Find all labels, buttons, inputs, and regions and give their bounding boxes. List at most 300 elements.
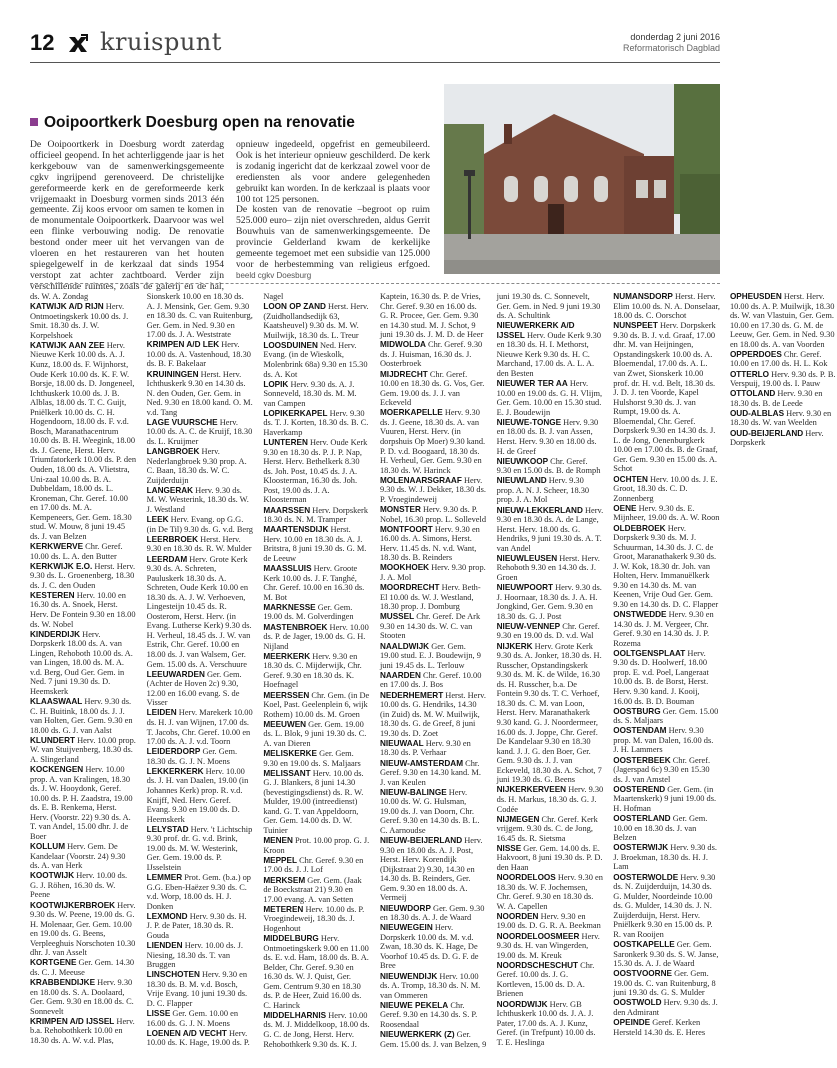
listing-place: NIEUWENDIJK: [379, 971, 438, 981]
listing-place: MAARSSEN: [263, 505, 311, 515]
listing-place: MAASSLUIS: [263, 564, 312, 574]
listing-place: NUMANSDORP: [613, 292, 673, 301]
listing-entry: [497, 1000, 604, 1048]
listing-services: Prot. 10.00 prop. G. J. Kroon: [263, 836, 370, 855]
listing-entry: [497, 457, 604, 476]
listing-entry: [147, 486, 254, 515]
listing-place: NEDERHEMERT: [379, 690, 444, 700]
listing-place: LEERBROEK: [146, 534, 199, 544]
listing-place: LEEK: [146, 515, 169, 525]
listing-services: Chr. Geref. 9.30 en 14.30 kand. M. J. van Keulen: [379, 758, 481, 787]
listing-entry: [613, 814, 720, 843]
listing-place: NIEUWDORP: [379, 903, 431, 913]
listing-place: OOSTERWIJK: [613, 843, 669, 853]
listing-services: Herv. Dorpskerk: [729, 428, 824, 448]
listing-services: Chr. Geref. 10.00 ds. L. A. den Butter: [30, 542, 123, 561]
listing-entry: [263, 856, 370, 875]
listing-place: NOORDWIJK: [496, 999, 548, 1009]
listing-entry: [147, 535, 254, 554]
listing-entry: [497, 961, 604, 999]
listing-place: OOSTERLAND: [613, 814, 671, 824]
publication-name: Reformatorisch Dagblad: [622, 43, 720, 53]
listing-place: MONTFOORT: [379, 524, 433, 534]
listing-entry: [380, 370, 487, 408]
listing-place: MOLENAARSGRAAF: [379, 475, 462, 485]
listing-services: Herv. 9.30 ds. N. Zuijderduijn, 14.30 ds. G. Mulder, Noordeinde 10.00 ds. G. Mulder, 14.30 ds. J. N. Zuijderduijn, Herst. Herv. Pniëlkerk 9.30 en 15.00 ds. P. R. van Rooijen: [613, 872, 716, 939]
listing-place: LOOSDUINEN: [263, 340, 318, 350]
listing-services: Herv. Grote Kerk 9.30 ds. A. Schreten, Pauluskerk 18.30 ds. A. Schreten, Oude Kerk 10.00 en 18.30 ds. A. J. W. Verhoeven, Lingesteijn 10.45 ds. R. Oosterom, Herst. Herv. (in Evang. Lutherse Kerk) 9.30 ds. H. Verheul, 18.45 ds. J. W. van Estrik, Chr. Geref. 10.00 en 18.00 ds. J. van Walsem, Ger. Gem. 15.00 ds. A. Verschuure: [146, 554, 252, 669]
listing-place: NOORDELOOS: [496, 873, 556, 883]
listing-entry: [263, 876, 370, 905]
listing-entry: [380, 525, 487, 563]
listing-services: Herv. 9.30 en 18.00 ds. A. J. Post, Herst. Herv. Korendijk (Dijkstraat 2) 9.30, 14.30 en 14.30 ds. B. Reinders, Ger. Gem. 9.30 en 18.00 ds. A. Vermeij: [379, 836, 483, 903]
listing-entry: [30, 591, 137, 629]
listing-entry: [613, 756, 720, 785]
listing-entry: [263, 564, 370, 602]
listing-entry: [613, 785, 720, 814]
listing-entry: [30, 562, 137, 591]
listing-services: Herv. 9.30 en 18.30 ds. B. M. v.d. Bosch, Vrije Evang. 10 juni 19.30 ds. D. C. Flapper: [146, 970, 248, 1009]
listing-services: Herv. 9.30 ds. D. Hoolwerf, 18.00 prop. E. v.d. Poel, Langeraat 10.00 ds. B. de Borst, Herst. Herv. 9.30 kand. J. Kooij, 16.00 ds. B. D. Bouman: [613, 648, 709, 706]
listing-services: Ger. Gem. 15.00 ds. J. van Belzen, 9 juni 19.30 ds. C. Sonnevelt, Ger. Gem. in Ned. 9 juni 19.30 ds. A. Schultink: [379, 292, 601, 1049]
listing-entry: [147, 767, 254, 824]
listing-place: MONSTER: [379, 505, 421, 514]
issue-date: donderdag 2 juni 2016: [630, 32, 720, 42]
listing-place: KORTGENE: [30, 958, 77, 968]
listing-place: KOOTWIJKERBROEK: [30, 900, 116, 910]
listing-services: Herv. 9.30 ds. W. Peene, 19.00 ds. G. H. Molenaar, Ger. Gem. 10.00 en 19.00 ds. G. Beens, Verpleeghuis Norschoten 10.30 dhr. J. van Asselt: [30, 900, 136, 958]
listing-services: ds. W. A. Zondag: [30, 292, 89, 301]
listing-entry: [263, 720, 370, 749]
listing-entry: [380, 739, 487, 758]
listing-entry: [613, 610, 720, 648]
listing-entry: [263, 506, 370, 525]
listing-services: Ger. Gem. 14.00 ds. E. Hakvoort, 8 juni 19.30 ds. P. D. den Haan: [496, 843, 603, 872]
listing-entry: [613, 1018, 720, 1037]
listing-place: MIDDELHARNIS: [263, 1010, 327, 1020]
listing-entry: [613, 649, 720, 706]
listing-entry: [613, 504, 720, 523]
listing-place: LINSCHOTEN: [146, 970, 200, 980]
listing-services: Herv. 10.00 ds. A. Tromp, 18.30 ds. N. M. van Ommeren: [379, 971, 481, 1000]
listing-services: Herv. 9.30 prop. M. van Dalen, 16.00 ds. J. H. Lammers: [613, 726, 714, 755]
listing-place: OOSTERWOLDE: [613, 872, 679, 882]
listing-entry: [497, 554, 604, 583]
listing-services: Herv. 10.00 ds. W. G. Hulsman, 19.00 ds. J. van Doorn, Chr. Geref. 9.30 en 14.30 ds. B. L. C. Aarnoudse: [379, 787, 480, 835]
listing-place: NOORDELOOSMEER: [496, 931, 580, 941]
listing-place: KERKWIJK E.O.: [30, 561, 93, 571]
listing-place: NIJKERKERVEEN: [496, 785, 567, 795]
listing-services: Ger. Gem. 18.30 ds. G. J. N. Moens: [146, 747, 238, 766]
listing-services: Herv. Evang. op G.G. (in De Til) 9.30 ds. G. v.d. Berg: [146, 515, 253, 534]
listing-services: Herv. Dorpskerk 10.00 ds. M. v.d. Zwan, 18.30 ds. K. Hage, De Voorhof 10.45 ds. D. G. F. de Bree: [379, 923, 479, 971]
listing-services: Geref. Kerken Hersteld 14.30 ds. E. Heres: [613, 1018, 706, 1037]
listing-entry: [380, 476, 487, 505]
listing-entry: [30, 978, 137, 1016]
listing-entry: [380, 788, 487, 836]
listing-services: Herv. GB Ichthuskerk 10.00 ds. J. A. J. Pater, 17.00 ds. A. J. Kunz, Geref. (in Trefpunt) 10.00 ds. T. E. Heslinga: [496, 999, 596, 1047]
listing-entry: [380, 642, 487, 671]
listing-services: Herv. 9.30 prop. J. A. Mol: [379, 563, 486, 583]
listing-place: OLDEBROEK: [613, 523, 666, 533]
listing-place: MENEN: [263, 836, 293, 846]
listing-entry: [263, 409, 370, 438]
listing-place: NISSE: [496, 843, 522, 853]
listing-entry: [613, 873, 720, 940]
listing-place: NAALDWIJK: [379, 641, 430, 651]
listing-services: Herv. 9.30 en 18.30 ds. W. F. Jochemsen, Chr. Geref. 9.30 en 18.30 ds. W. A. Capellen: [496, 873, 603, 911]
listing-entry: [30, 302, 137, 340]
listing-entry: [497, 379, 604, 417]
listing-entry: [730, 370, 837, 389]
article-title-text: Ooipoortkerk Doesburg open na renovatie: [44, 114, 355, 131]
listing-services: Chr. Geref. De Ark 9.30 en 14.30 ds. W. C. van Stooten: [379, 612, 481, 641]
listing-place: MERKSEM: [263, 875, 306, 885]
listing-place: OTTERLO: [729, 369, 770, 379]
listing-entry: [613, 321, 720, 474]
header-rule: [30, 62, 720, 63]
listing-services: Prot. Gem. (b.a.) op G.G. Eben-Haëzer 9.30 ds. C. v.d. Worp, 18.00 ds. H. J. Donken: [146, 873, 251, 911]
listing-entry: [613, 475, 720, 504]
listing-entry: [380, 340, 487, 369]
listing-entry: [380, 563, 487, 582]
listing-entry: [380, 759, 487, 788]
section-title: kruispunt: [100, 28, 222, 56]
listing-services: Herst. Herv. 10.00 en 18.30 ds. A. J. Britstra, 8 juni 19.30 ds. G. M. de Leeuw: [263, 525, 367, 563]
listing-entry: [380, 612, 487, 641]
listing-services: Ger. Gem. 15.00 ds. S. Maljaars: [613, 706, 719, 726]
listing-place: NIEUWERKERK A/D IJSSEL: [496, 321, 575, 340]
listing-entry: [497, 844, 604, 873]
listing-services: Herv. 10.00 en 16.30 ds. A. Snoek, Herst. Herv. De Fontein 9.30 en 18.00 ds. W. Nobel: [30, 590, 136, 629]
listing-place: OUD-BEIJERLAND: [729, 428, 804, 438]
listing-services: Herst. Herv. Ichthuskerk 9.30 en 14.30 ds. N. den Ouden, Ger. Gem. in Ned. 9.30 en 18.00 kand. O. M. v.d. Tang: [146, 369, 253, 417]
listing-services: Chr. Gem. (in De Koel, Past. Geelenplein 6, wijk Rothem) 10.00 ds. M. Groen: [263, 690, 370, 719]
listing-entry: [613, 940, 720, 969]
listing-entry: [30, 842, 137, 871]
listing-place: OOSTERBEEK: [613, 755, 671, 765]
listing-place: METEREN: [263, 904, 304, 914]
listing-place: KOOTWIJK: [30, 871, 75, 881]
listing-entry: [380, 904, 487, 923]
listing-place: NIEUWAAL: [379, 738, 424, 748]
listing-place: MEEUWEN: [263, 719, 307, 729]
listing-place: NIJKERK: [496, 641, 533, 651]
listing-place: MIJDRECHT: [379, 369, 428, 379]
date-block: [623, 32, 720, 54]
listing-place: OENE: [613, 503, 637, 513]
listing-place: MUSSEL: [379, 612, 415, 622]
listing-services: Herv. 9.30 en 18.30 ds. A. de Lange, Herst. Herv. 18.00 ds. G. Hendriks, 9 juni 19.30 ds. A. T. van Andel: [496, 505, 604, 553]
listing-entry: [30, 630, 137, 697]
listing-place: LOPIK: [263, 379, 289, 389]
listing-services: Herv. 10.00 ds. G. J. Röhen, 16.30 ds. W. Peene: [30, 871, 128, 900]
listing-services: Ger. Gem. 10.00 en 16.00 ds. G. J. N. Moens: [146, 1009, 239, 1028]
listing-place: OOLTGENSPLAAT: [613, 648, 686, 658]
listing-entry: [147, 941, 254, 970]
listing-entry: [30, 697, 137, 735]
listing-place: NIEUWLAND: [496, 476, 547, 486]
listing-entry: [263, 934, 370, 1010]
listing-place: OOSTEREND: [613, 784, 666, 794]
listing-place: MELISKERKE: [263, 749, 317, 759]
listing-entry: [497, 418, 604, 456]
listing-services: Herv. Oude Kerk 9.30 en 18.30 ds. H. I. Methorst, Nieuwe Kerk 9.30 ds. H. C. Marchand, 17.00 ds. A. L. A. den Besten: [496, 330, 602, 378]
listing-services: Ger. Gem. (in Maartenskerk) 9 juni 19.00 ds. H. Hofman: [613, 784, 717, 813]
listing-services: Herv. 10.00 ds. A. C. de Kruijf, 18.30 ds. L. Kruijmer: [146, 417, 253, 446]
listing-services: Herv. Nieuwe Kerk 10.00 ds. A. J. Kunz, 18.00 ds. F. Wijnhorst, Oude Kerk 10.00 ds. K. F. W. Borsje, 18.00 ds. D. Jongeneel, Ichthuskerk 10.00 ds. J. B. Alblas, 18.00 ds. T. C. Guijt, Pniëlkerk 10.00 ds. C. H. Hogendoorn, 18.00 ds. F. v.d. Bosch, Maranathacentrum 10.00 ds. B. H. Weegink, 18.00 ds. J. Geene, Herst. Herv. Triumfatorkerk 10.00 ds. P. den Ouden, 18.00 ds. A. Vlietstra, Uni-zaal 10.00 ds. B. A. Dubbeldam, 18.00 ds. L. Kroneman, Chr. Geref. 10.00 en 17.00 ds. M. A. Kempeneers, Ger. Gem. 18.30 stud. W. Mouw, 8 juni 19.45 ds. J. van Belzen: [30, 340, 137, 541]
listing-entry: [380, 836, 487, 903]
listing-services: Chr. Geref. 10.00 ds. J. G. Kortleven, 15.00 ds. D. A. Brienen: [496, 960, 595, 999]
listing-entry: [497, 932, 604, 961]
listing-entry: [263, 905, 370, 934]
listing-services: Herv. 9.30 ds. J. Hoornaar, 18.30 ds. J. A. H. Jongkind, Ger. Gem. 9.30 en 18.30 ds. G. J. Post: [496, 583, 602, 621]
listing-place: MOOKHOEK: [379, 563, 430, 573]
listing-entry: [497, 583, 604, 621]
listing-place: OOSTWOLD: [613, 998, 662, 1008]
listing-services: Herv. 9.30 ds. P. B. Verspuij, 19.00 ds. I. Pauw: [729, 369, 836, 389]
listing-entry: [730, 409, 837, 428]
listing-entry: [613, 707, 720, 726]
listing-entry: [147, 447, 254, 485]
listing-place: NOORDEN: [496, 911, 539, 921]
article-paragraph: De Ooipoortkerk in Doesburg wordt zaterdag officieel geopend. In het achterliggende jaar is het kerkgebouw van de samenwerkingsgemeente cgkv ingrijpend gerenoveerd. De christelijke gereformeerde kerk en de gereformeerde kerk vrijgemaakt in Doesburg vormen sinds 2013 één gemeente. Zij koos ervoor om samen te komen in de monumentale Ooipoortkerk. Daarvoor was wel een flinke verbouwing nodig. De renovatie bestond onder meer uit het vervangen van de vloeren en het restaureren van het houten spiegelgewelf in de kerkzaal dat sinds 1954 verstopt zat achter zachtboard. Verder zijn verschillende ruimtes, zoals de galerij en de hal, opnieuw ingedeeld, opgefrist en gemeubileerd. Ook is het interieur opnieuw geschilderd. De kerk is zodanig ingericht dat de kerkzaal zowel voor de erediensten als voor andere gelegenheden gebruikt kan worden. In de kerkzaal is plaats voor 100 tot 125 personen.: [30, 139, 430, 292]
listing-place: KRIMPEN A/D LEK: [146, 340, 220, 350]
listing-entry: [380, 408, 487, 475]
listing-entry: [147, 370, 254, 418]
listing-place: ONSTWEDDE: [613, 610, 667, 620]
listing-services: Herv. 9.30 ds. J. den Admirant: [613, 998, 718, 1017]
listing-place: OOSTKAPELLE: [613, 939, 675, 949]
listing-services: Herv. Dorpskerk 9.30 ds. M. J. Schuurman, 14.30 ds. J. C. de Groot, Maranathakerk 9.30 ds. J. W. Kok, 18.30 dr. Joh. van Holten, Herv. Immanuëlkerk 9.30 en 14.30 ds. M. van Keenen, Vrije Oud Ger. Gem. 9.30 en 14.30 ds. D. C. Flapper: [613, 523, 719, 609]
listing-services: Herv. 10.00 ds. J. Niesing, 18.30 ds. T. van Bruggen: [146, 941, 243, 970]
listing-place: KRUININGEN: [146, 369, 199, 379]
listing-place: NIEUWKOOP: [496, 456, 549, 466]
listing-place: NIEUWLEUSEN: [496, 553, 558, 563]
listing-services: Herv. Marekerk 10.00 ds. H. J. van Wijnen, 17.00 ds. T. Jacobs, Chr. Geref. 10.00 en 17.00 ds. A. J. v.d. Toorn: [146, 708, 253, 747]
listing-entry: [263, 341, 370, 379]
listing-place: NOORDSCHESCHUT: [496, 960, 579, 970]
listing-place: OOSTENDAM: [613, 726, 667, 736]
listing-place: KLUNDERT: [30, 735, 76, 745]
listing-services: Herv. 9.30 ds. M. W. Westerink, 18.30 ds. W. J. Westland: [146, 485, 249, 514]
listing-entry: [30, 901, 137, 958]
listing-place: LEMMER: [146, 873, 183, 883]
listing-entry: [263, 691, 370, 720]
listing-services: Herv. Groote Kerk 10.00 ds. J. F. Tanghé, Chr. Geref. 10.00 en 16.30 ds. M. Bot: [263, 564, 365, 602]
listing-entry: [380, 972, 487, 1001]
title-bullet-icon: [30, 118, 38, 126]
listing-entry: [613, 969, 720, 998]
listing-entry: [263, 603, 370, 622]
listing-entry: [263, 652, 370, 690]
listing-entry: [147, 873, 254, 911]
listing-entry: [147, 418, 254, 447]
listing-entry: [497, 642, 604, 785]
listing-entry: [730, 292, 837, 349]
listing-services: Chr. Geref. 9.30 en 19.00 ds. D. v.d. Wal: [496, 621, 600, 641]
listing-entry: [147, 340, 254, 369]
listing-place: NIEUWPOORT: [496, 583, 554, 593]
listing-entry: [730, 429, 837, 448]
listing-services: Herv. Grote Kerk 9.30 ds. A. Jonker, 18.30 ds. H. Russcher, Opstandingskerk 9.30 ds. M. K. de Wilde, 16.30 ds. H. Russcher, b.a. De Fontein 9.30 ds. T. C. Verhoef, 18.30 ds. C. M. van Loon, Herst. Herv. Maranathakerk 9.30 kand. G. J. Noordermeer, 16.00 ds. J. Joppe, Chr. Geref. De Kandelaar 9.30 en 18.30 kand. J. J. G. den Boer, Ger. Gem. 9.30 ds. J. J. van Eckeveld, 18.30 ds. A. Schot, 7 juni 19.30 ds. G. Beens: [496, 641, 602, 785]
listing-place: LELYSTAD: [146, 824, 189, 834]
listing-place: NIEUWE PEKELA: [379, 1000, 449, 1010]
listing-place: KERKWERVE: [30, 542, 84, 551]
listing-place: KOCKENGEN: [30, 765, 84, 775]
listing-services: Herv. 10.00 ds. M. J. Middelkoop, 18.00 ds. G. C. de Jong, Herst. Herv. Rehobothkerk 9.30 ds. K. J. Kaptein, 16.30 ds. P. de Vries, Chr. Geref. 9.30 en 16.00 ds. G. R. Procee, Ger. Gem. 9.30 en 14.30 stud. M. J. Schot, 9 juni 19.30 ds. J. M. D. de Heer: [263, 292, 484, 1049]
listing-place: NIJMEGEN: [496, 814, 540, 824]
listing-services: Chr. Geref. 9.30 ds. J. Huisman, 16.30 ds. J. Oosterbroek: [379, 340, 483, 369]
section-divider: [30, 283, 720, 284]
listing-entry: [147, 970, 254, 1008]
listing-entry: [147, 825, 254, 873]
article-paragraph: [236, 205, 430, 281]
listing-entry: [263, 749, 370, 768]
listing-services: Herst. Herv. 10.00 ds. A. P. Muilwijk, 18.30 ds. W. van Vlastuin, Ger. Gem. 10.00 en 17.30 ds. G. M. de Leeuw, Ger. Gem. in Ned. 9.30 en 18.00 ds. A. van Voorden: [729, 292, 835, 349]
listing-services: Herv. 9.30 ds. T. J. Korten, 18.30 ds. B. C. Haverkamp: [263, 408, 369, 438]
listing-services: Herv. 10.00 ds. J. H. van Daalen, 19.00 (in Johannes Kerk) prop. R. v.d. Knijff, Ned. Herv. Geref. Evang. 9.30 en 19.00 ds. D. Heemskerk: [146, 766, 249, 824]
listing-place: OUD-ALBLAS: [729, 408, 785, 418]
listing-services: Herv. 9.30 en 14.30 ds. J. M. Vergeer, Chr. Geref. 9.30 en 14.30 ds. J. P. Rozema: [613, 610, 714, 648]
listing-services: Herv. 10.00 en 19.00 ds. G. H. Vlijm, Ger. Gem. 10.00 en 15.30 stud. E. J. Boudewijn: [496, 379, 603, 417]
listing-services: Herv. 9.30 ds. H. J. P. de Pater, 18.30 ds. R. Gouda: [146, 911, 247, 940]
listing-place: NIEUW-LEKKERLAND: [496, 505, 583, 515]
listing-services: Herv. 10.00 prop. W. van Stuijvenberg, 18.30 ds. A. Slingerland: [30, 735, 136, 764]
listing-entry: [263, 380, 370, 409]
listing-services: Herv. Ontmoetingskerk 9.00 en 11.00 ds. E. v.d. Ham, 18.00 ds. B. A. Belder, Chr. Geref. 9.30 en 16.30 ds. W. J. Quist, Ger. Gem. Centrum 9.30 en 18.30 ds. P. de Heer, Zuid 16.00 ds. C. Harinck: [263, 933, 369, 1010]
listing-entry: [497, 785, 604, 814]
listing-services: Herv. 10.00 ds. P. de Jager, 19.00 ds. G. H. Nijland: [263, 622, 369, 651]
listing-services: Herv. 9.30 en 18.00 ds. B. J. van Assen, Herst. Herv. 9.30 en 18.00 ds. H. de Greef: [496, 417, 599, 456]
listing-entry: [263, 769, 370, 836]
listing-place: LOPIKERKAPEL: [263, 408, 328, 418]
listing-services: Herv. 9.30 ds. E. Mijnheer, 19.00 ds. A. W. Roon: [613, 503, 720, 523]
listing-place: LUNTEREN: [263, 438, 308, 448]
listing-entry: [497, 873, 604, 911]
listing-services: Ger. Gem. (Jaak de Boeckstraat 21) 9.30 en 17.00 evang. A. van Setten: [263, 875, 362, 904]
listing-services: Herst. Herv. 9.30 en 18.30 ds. R. W. Mulder: [146, 534, 252, 554]
listing-place: NIEUW-BALINGE: [379, 787, 447, 797]
listing-services: Ger. Gem. 19.00 ds. C. van Ruitenburg, 8 juni 19.30 ds. G. S. Mulder: [613, 969, 716, 998]
listing-entry: [263, 623, 370, 652]
listing-services: Herv. Gem. De Kandelaar (Voorstr. 24) 9.30 ds. A. van Herk: [30, 842, 126, 871]
listing-entry: [730, 350, 837, 369]
listing-place: LEEUWARDEN: [146, 669, 205, 679]
listing-place: KRIMPEN A/D IJSSEL: [30, 1016, 115, 1026]
listing-services: Ger. Gem. Saronkerk 9.30 ds. S. W. Janse, 15.30 ds. A. J. de Waard: [613, 939, 719, 969]
listing-place: KOLLUM: [30, 842, 66, 852]
listing-entry: [380, 583, 487, 612]
listing-entry: [263, 525, 370, 563]
listing-services: Herv. Nederlangbroek 9.30 prop. A. C. Baan, 18.30 ds. W. C. Zuijderduijn: [146, 447, 247, 485]
listing-entry: [613, 292, 720, 321]
listing-entry: [263, 836, 370, 855]
listing-place: OOSTBURG: [613, 706, 661, 716]
listing-services: Herst. Herv. (Zuidhollandsedijk 63, Kaatsheuvel) 9.30 ds. M. W. Muilwijk, 18.30 ds. L. Treur: [263, 302, 369, 340]
listing-services: Herv. 9.30 prop. A. N. J. Scheer, 18.30 prop. J. A. Mol: [496, 476, 590, 505]
listing-entry: [30, 736, 137, 765]
listing-entry: [147, 912, 254, 941]
listing-services: Herv. 10.00 prop. A. van Kralingen, 18.30 ds. J. W. Hooydonk, Geref. 10.00 ds. P. H. Zaadstra, 19.00 ds. E. B. Renkema, Herst. Herv. (Voorstr. 22) 9.30 ds. A. T. van Andel, 15.00 dhr. J. de Boer: [30, 765, 133, 841]
listing-place: LOON OP ZAND: [263, 302, 326, 312]
listing-services: Ger. Gem. 9.30 en 18.30 ds. A. J. de Waard: [379, 903, 485, 923]
listing-services: Ger. Gem. 19.00 stud. E. J. Boudewijn, 9 juni 19.45 ds. L. Terlouw: [379, 641, 481, 670]
listing-place: MIDDELBURG: [263, 933, 319, 943]
listing-place: LOENEN A/D VECHT: [146, 1028, 227, 1038]
listing-place: OPEINDE: [613, 1018, 651, 1028]
listing-entry: [30, 871, 137, 900]
listing-place: MARKNESSE: [263, 602, 316, 612]
listing-entry: [263, 302, 370, 340]
listing-services: Chr. Geref. 10.00 en 17.00 ds. H. L. Kok: [729, 349, 828, 369]
listing-services: Herv. Ontmoetingskerk 10.00 ds. J. Smit. 18.30 ds. J. W. Korpelshoek: [30, 302, 129, 340]
listing-place: LEIDERDORP: [146, 747, 201, 757]
listing-entry: [380, 691, 487, 739]
page-header: [30, 30, 720, 60]
listing-services: Herv. 't Lichtschip 9.30 prof. dr. G. v.d. Brink, 19.00 ds. M. W. Westerink, Ger. Gem. 19.00 ds. P. IJsselstein: [146, 824, 253, 872]
listing-entry: [147, 708, 254, 746]
listing-entry: [147, 670, 254, 708]
listing-place: LEERDAM: [146, 554, 188, 564]
listing-services: Ger. Gem. 9.30 en 19.00 ds. S. Maljaars: [263, 749, 361, 768]
listing-place: OPPERDOES: [729, 349, 782, 359]
listing-place: MOERKAPELLE: [379, 408, 443, 418]
listing-place: KRABBENDIJKE: [30, 978, 96, 988]
listing-entry: [30, 542, 137, 561]
listing-services: Herst. Herv. 9.30 ds. L. Groenenberg, 18.30 ds. J. C. den Ouden: [30, 561, 136, 590]
page-number: 12: [30, 30, 55, 55]
listing-place: MOORDRECHT: [379, 583, 440, 593]
listing-entry: [147, 555, 254, 670]
crossroads-icon: [66, 32, 90, 56]
listing-place: KINDERDIJK: [30, 629, 81, 639]
listing-place: NAARDEN: [379, 670, 421, 680]
listing-services: Herst. Herv. 10.00 ds. G. Hendriks, 14.30 (in Zuid) ds. M. W. Muilwijk, 18.30 ds. G. de Greef, 8 juni 19.30 ds. D. Zoet: [379, 690, 486, 738]
listing-place: NIEUW-VENNEP: [496, 621, 561, 631]
listing-services: Ger. Gem. 19.00 ds. L. Blok, 9 juni 19.30 ds. C. A. van Dieren: [263, 719, 367, 748]
listing-entry: [497, 506, 604, 554]
listing-services: Herv. 9.30 ds. W. J. Dekker, 18.30 ds. P. Vroegindeweij: [379, 475, 486, 504]
listing-place: NIEUWER TER AA: [496, 379, 568, 389]
listing-services: Herv. 9.30 ds. H. van Wingerden, 19.00 ds. M. Kreuk: [496, 931, 600, 960]
listing-entry: [497, 912, 604, 931]
listing-place: LAGE VUURSCHE: [146, 417, 218, 427]
church-services-listing: [30, 292, 836, 1052]
listing-services: Chr. Geref. 9.30 en 17.00 ds. J. J. Lof: [263, 855, 364, 875]
listing-entry: [497, 815, 604, 844]
listing-entry: [380, 505, 487, 524]
listing-place: MEERSSEN: [263, 690, 310, 700]
listing-place: NIEUW-BEIJERLAND: [379, 836, 463, 846]
listing-entry: [30, 765, 137, 841]
listing-entry: [147, 747, 254, 766]
listing-services: Ger. Gem. 14.30 ds. C. J. Meeuse: [30, 958, 135, 977]
listing-place: OTTOLAND: [729, 389, 776, 399]
listing-services: Herv. 9.30 ds. J. Broekman, 18.30 ds. H. J. Lam: [613, 843, 717, 872]
listing-place: NIEUWEGEIN: [379, 923, 433, 933]
listing-place: MEERKERK: [263, 651, 311, 661]
listing-place: MELISSANT: [263, 768, 311, 778]
listing-services: Herv. Oude Kerk 9.30 en 18.30 ds. P. J. P. Nap, Herst. Herv. Bethelkerk 8.30 ds. Joh. Post, 10.45 ds. J. A. Kloosterman, 16.30 ds. Joh. Post, 19.00 ds. J. A. Kloosterman: [263, 438, 368, 505]
listing-entry: [613, 843, 720, 872]
listing-services: Herv. 9.30 ds. J. Geene, 18.30 ds. A. van Vuuren, Herst. Herv. (in dorpshuis Op Moer) 9.30 kand. P. D. v.d. Boogaard, 18.30 ds. H. Verheul, Ger. Gem. 9.30 en 18.30 ds. W. Harinck: [379, 408, 486, 475]
listing-entry: [380, 671, 487, 690]
listing-entry: [30, 292, 137, 302]
listing-place: OPHEUSDEN: [729, 292, 782, 301]
listing-services: Ger. Gem. 10.00 en 18.30 ds. J. van Belzen: [613, 814, 708, 843]
listing-services: Herv. 10.00 ds. G. J. Blankers, 8 juni 14.30 (bevestigingsdienst) ds. R. W. Mulder, 19.00 (intreedienst) kand. G. T. van Appeldoorn, Ger. Gem. 14.00 ds. D. W. Tuinier: [263, 768, 364, 835]
